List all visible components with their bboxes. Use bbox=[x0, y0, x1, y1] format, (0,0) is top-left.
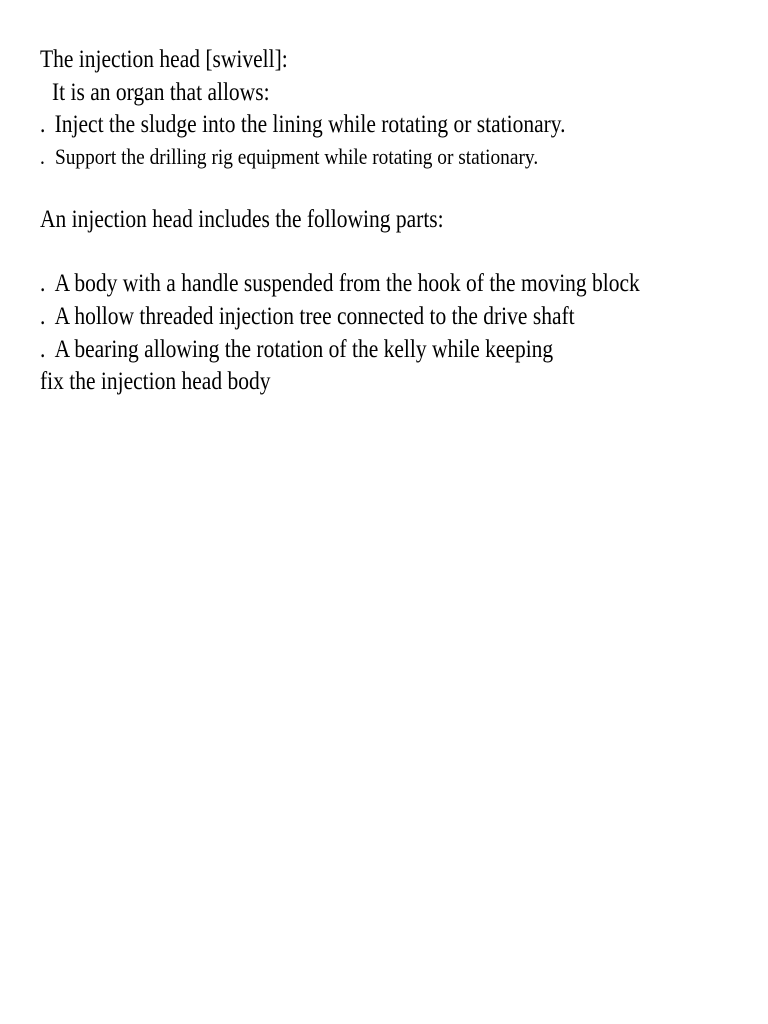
bullet-mark: . bbox=[40, 270, 46, 297]
bullet-text: A body with a handle suspended from the hook of the moving block bbox=[54, 270, 640, 297]
section2-bullet-item bbox=[40, 269, 640, 299]
section1-bullet-item bbox=[40, 110, 566, 140]
section1-title: The injection head [swivell]: bbox=[40, 46, 288, 73]
section2-title: An injection head includes the following parts: bbox=[40, 206, 444, 233]
section2-continuation: fix the injection head body bbox=[40, 368, 271, 395]
bullet-text: Support the drilling rig equipment while rotating or stationary. bbox=[54, 144, 539, 169]
bullet-mark: . bbox=[40, 336, 46, 363]
bullet-mark: . bbox=[40, 303, 46, 330]
section2-bullet-item bbox=[40, 302, 575, 332]
bullet-text: A hollow threaded injection tree connected to the drive shaft bbox=[54, 303, 575, 330]
bullet-text: A bearing allowing the rotation of the kelly while keeping bbox=[54, 336, 554, 363]
bullet-mark: . bbox=[40, 111, 46, 138]
section1-intro: It is an organ that allows: bbox=[52, 79, 270, 106]
section1-bullet-item bbox=[40, 142, 538, 172]
bullet-text: Inject the sludge into the lining while rotating or stationary. bbox=[54, 111, 566, 138]
section2-bullet-item bbox=[40, 335, 553, 365]
bullet-mark: . bbox=[40, 144, 45, 169]
